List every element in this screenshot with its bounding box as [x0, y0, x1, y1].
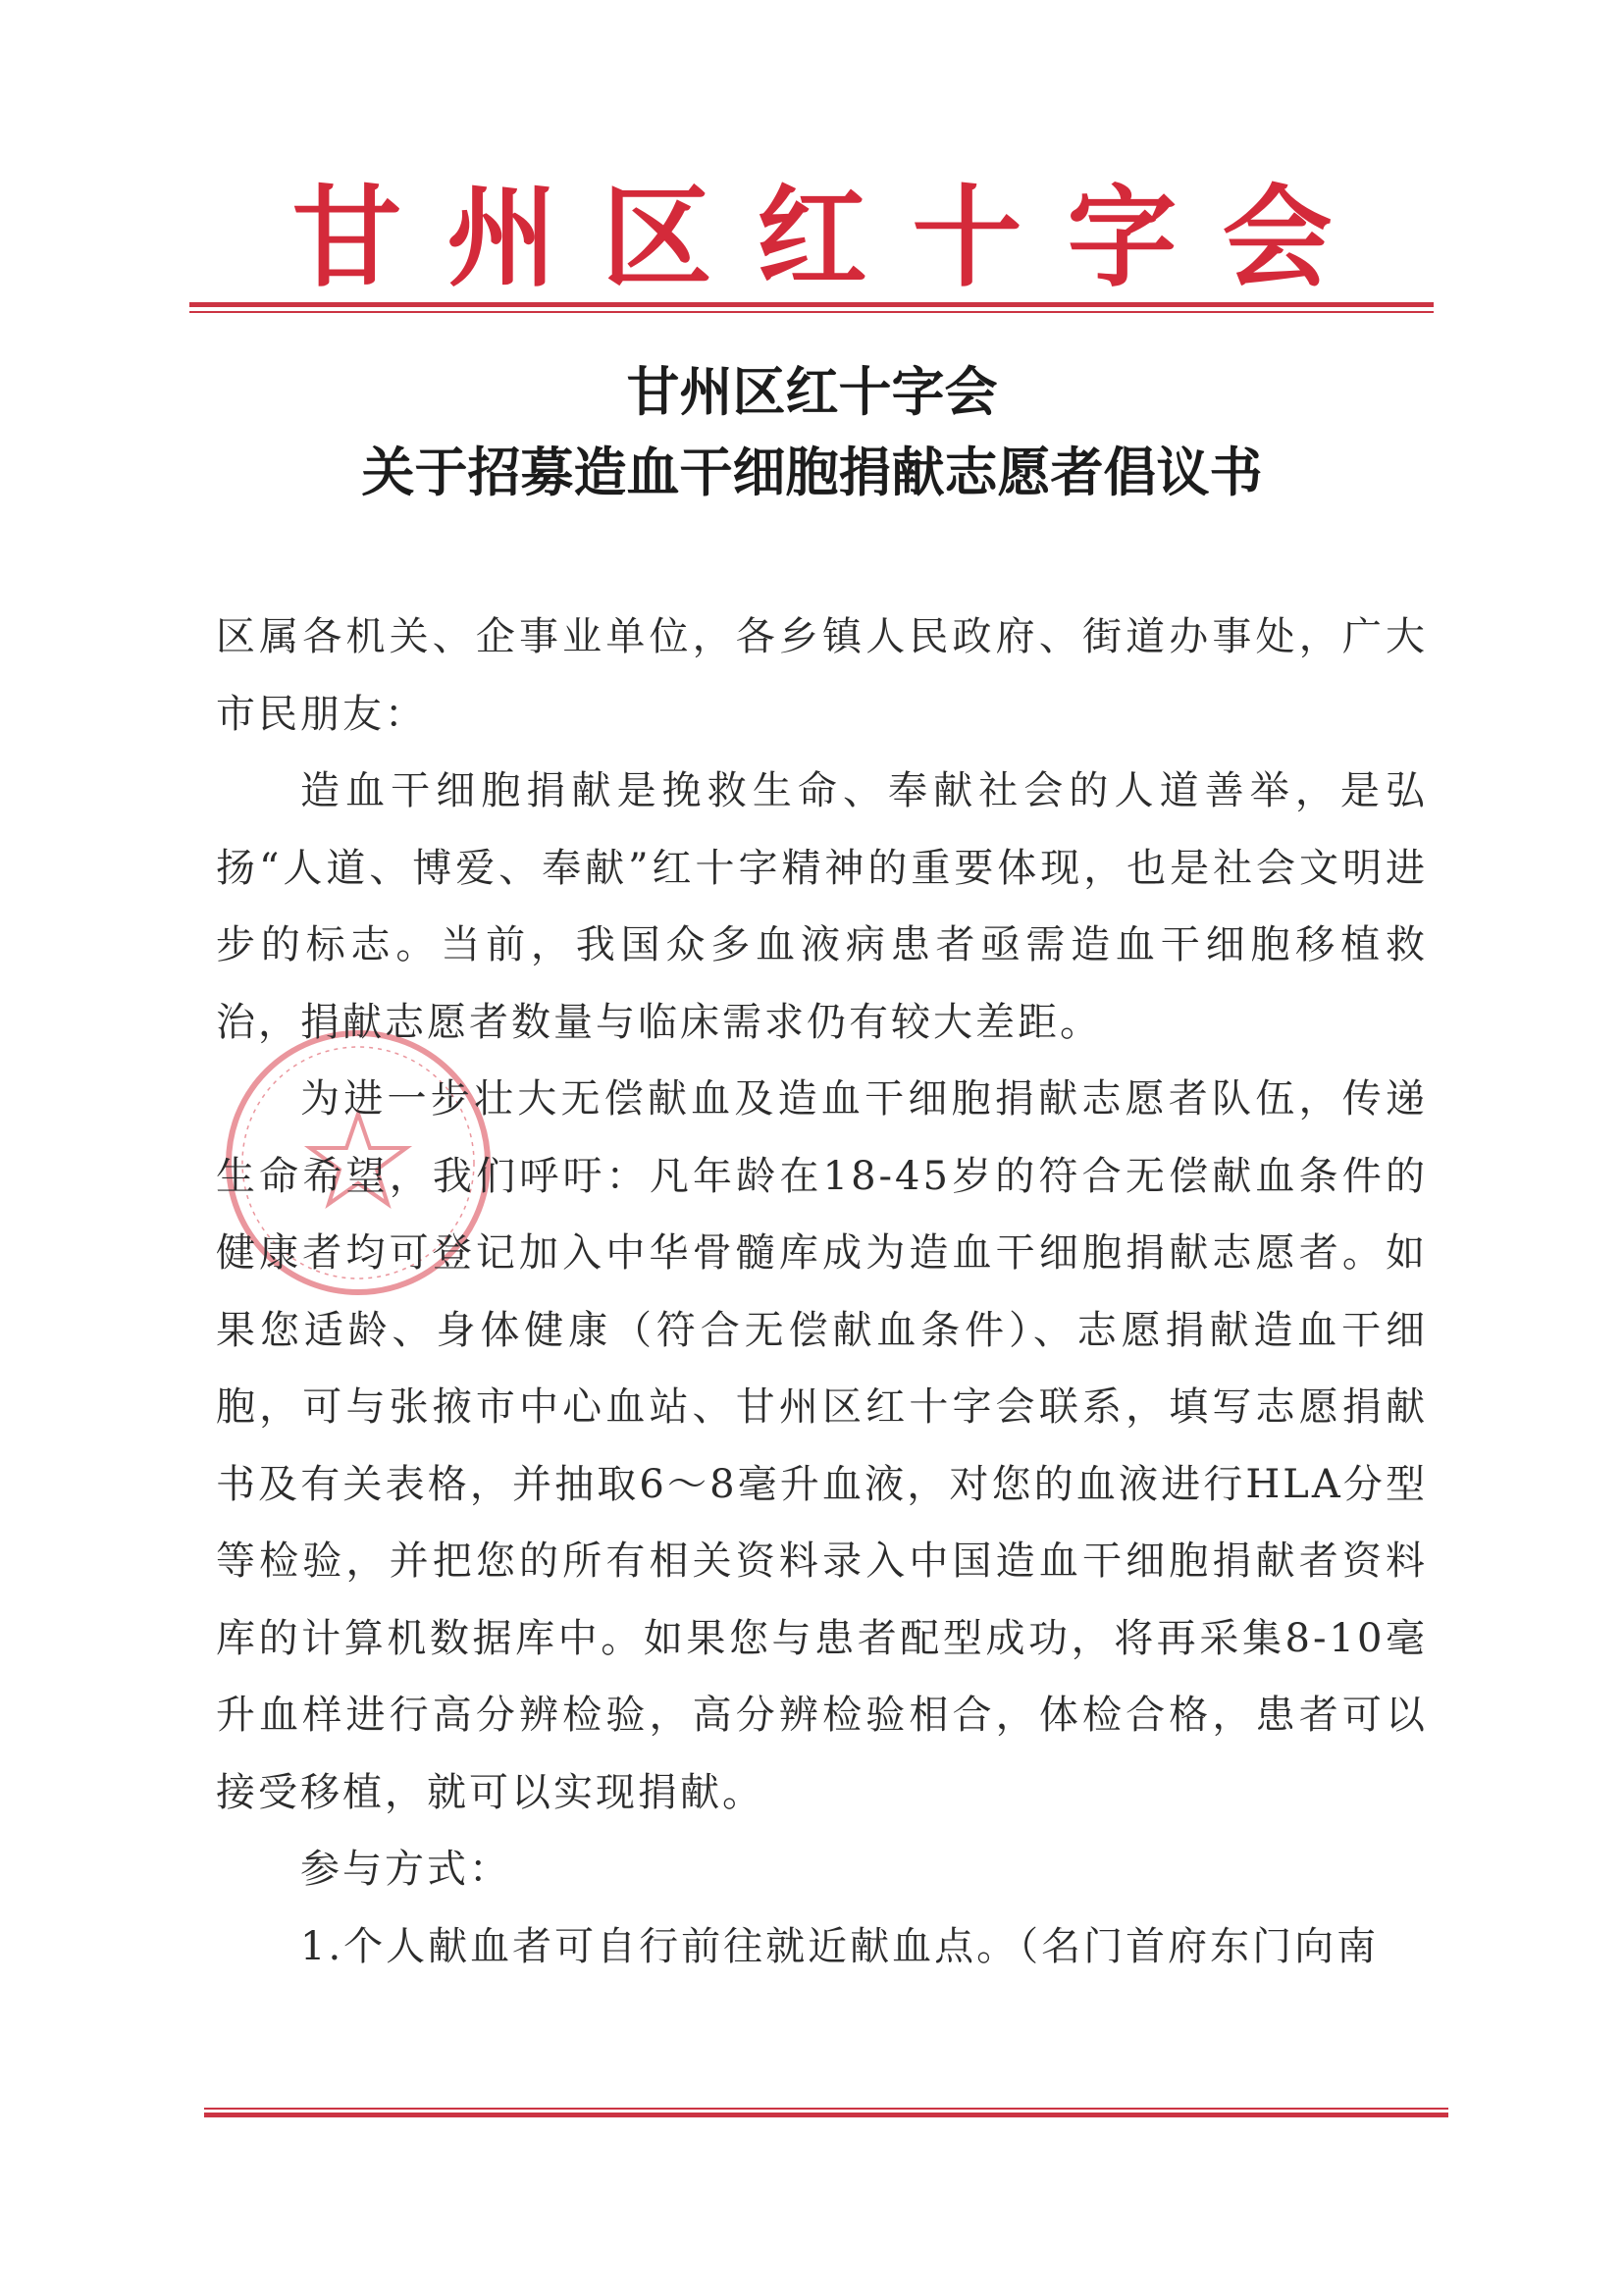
document-body [216, 599, 1428, 1985]
footer-thick-line [204, 2113, 1448, 2117]
document-title-line1: 甘州区红十字会 [626, 360, 998, 423]
letterhead-org-name: 甘州区红十字会 [291, 174, 1378, 302]
footer-divider [204, 2108, 1448, 2118]
document-title-line2: 关于招募造血干细胞捐献志愿者倡议书 [361, 441, 1263, 503]
paragraph-appeal: 为进一步壮大无偿献血及造血干细胞捐献志愿者队伍，传递生命希望，我们呼吁：凡年龄在18-45岁的符合无偿献血条件的健康者均可登记加入中华骨髓库成为造血干细胞捐献志愿者。如果您适龄、身体健康（符合无偿献血条件）、志愿捐献造血干细胞，可与张掖市中心血站、甘州区红十字会联系，填写志愿捐献书及有关表格，并抽取6～8毫升血液，对您的血液进行HLA分型等检验，并把您的所有相关资料录入中国造血干细胞捐献者资料库的计算机数据库中。如果您与患者配型成功，将再采集8-10毫升血样进行高分辨检验，高分辨检验相合，体检合格，患者可以接受移植，就可以实现捐献。 [216, 1076, 1428, 1815]
participation-item-1: 1.个人献血者可自行前往就近献血点。（名门首府东门向南 [300, 1923, 1380, 1969]
footer-thin-line [204, 2108, 1448, 2110]
participation-heading: 参与方式： [300, 1847, 511, 1892]
letterhead-divider [189, 302, 1434, 313]
salutation: 区属各机关、企事业单位，各乡镇人民政府、街道办事处，广大市民朋友： [216, 614, 1428, 737]
divider-thin-line [189, 311, 1434, 313]
divider-thick-line [189, 302, 1434, 307]
paragraph-intro: 造血干细胞捐献是挽救生命、奉献社会的人道善举，是弘扬“人道、博爱、奉献”红十字精神的重要体现，也是社会文明进步的标志。当前，我国众多血液病患者亟需造血干细胞移植救治，捐献志愿者数量与临床需求仍有较大差距。 [216, 768, 1428, 1045]
